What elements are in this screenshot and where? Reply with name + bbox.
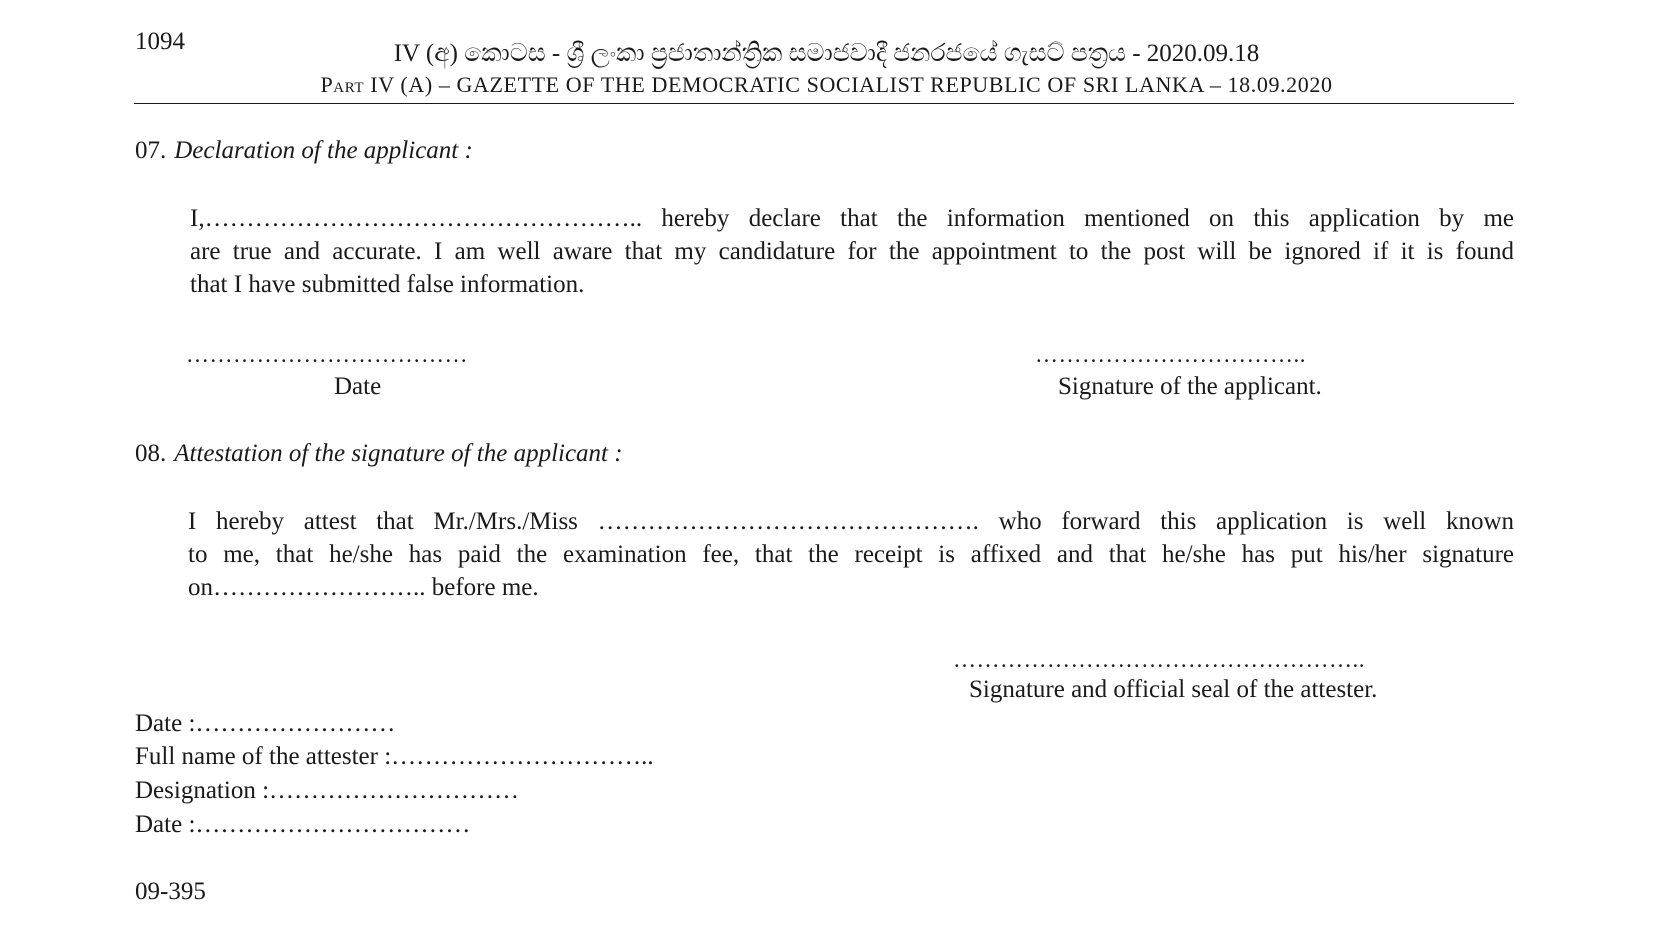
footer-code: 09-395 [135, 878, 206, 905]
declaration-line-3: that I have submitted false information. [190, 271, 585, 298]
declaration-line-2: are true and accurate. I am well aware that my candidature for the appointment to the post will be ignored if it is found [190, 238, 1514, 265]
section-07-heading [135, 137, 473, 165]
applicant-date-label: Date [334, 373, 382, 400]
header-english-line [0, 72, 1653, 98]
attestation-line-1: I hereby attest that Mr./Mrs./Miss ………………………………………. who forward this application is well known [188, 508, 1514, 535]
field-date-2: Date :…………………………… [135, 811, 471, 838]
declaration-line-1: I,…………………………………………….. hereby declare that the information mentioned on this application by me [190, 205, 1514, 232]
section-07-title: Declaration of the applicant : [174, 137, 473, 164]
attestation-line-3: on…………………….. before me. [188, 574, 539, 601]
attester-signature-label: Signature and official seal of the attester. [969, 676, 1378, 703]
field-designation: Designation :………………………… [135, 777, 520, 804]
header-sinhala-line: IV (අ) කොටස - ශ්‍රී ලංකා ප්‍රජාතාන්ත්‍රික සමාජවාදී ජනරජයේ ගැසට් පත්‍රය - 2020.09.18 [393, 40, 1260, 67]
field-date-1: Date :…………………… [135, 710, 396, 737]
attestation-paragraph [188, 505, 1514, 604]
header-english-rest: IV (A) – GAZETTE OF THE DEMOCRATIC SOCIALIST REPUBLIC OF SRI LANKA – 18.09.2020 [364, 72, 1333, 97]
section-08-heading [135, 440, 623, 468]
page-number: 1094 [135, 28, 185, 55]
applicant-signature-dots: …………………………….. [1035, 342, 1306, 367]
attester-signature-dots: …………………………………………….. [953, 647, 1365, 672]
applicant-signature-label: Signature of the applicant. [1058, 373, 1322, 400]
attestation-line-2: to me, that he/she has paid the examination fee, that the receipt is affixed and that he/she has put his/her signature [188, 541, 1514, 568]
declaration-paragraph [190, 202, 1514, 301]
section-08-title: Attestation of the signature of the applicant : [174, 440, 623, 467]
section-07-number: 07. [135, 137, 167, 164]
header-part-word: Part [320, 72, 365, 97]
applicant-date-dots: ……………………………… [186, 342, 468, 367]
section-08-number: 08. [135, 440, 167, 467]
header-rule [134, 103, 1514, 104]
field-attester-full-name: Full name of the attester :………………………….. [135, 743, 654, 770]
